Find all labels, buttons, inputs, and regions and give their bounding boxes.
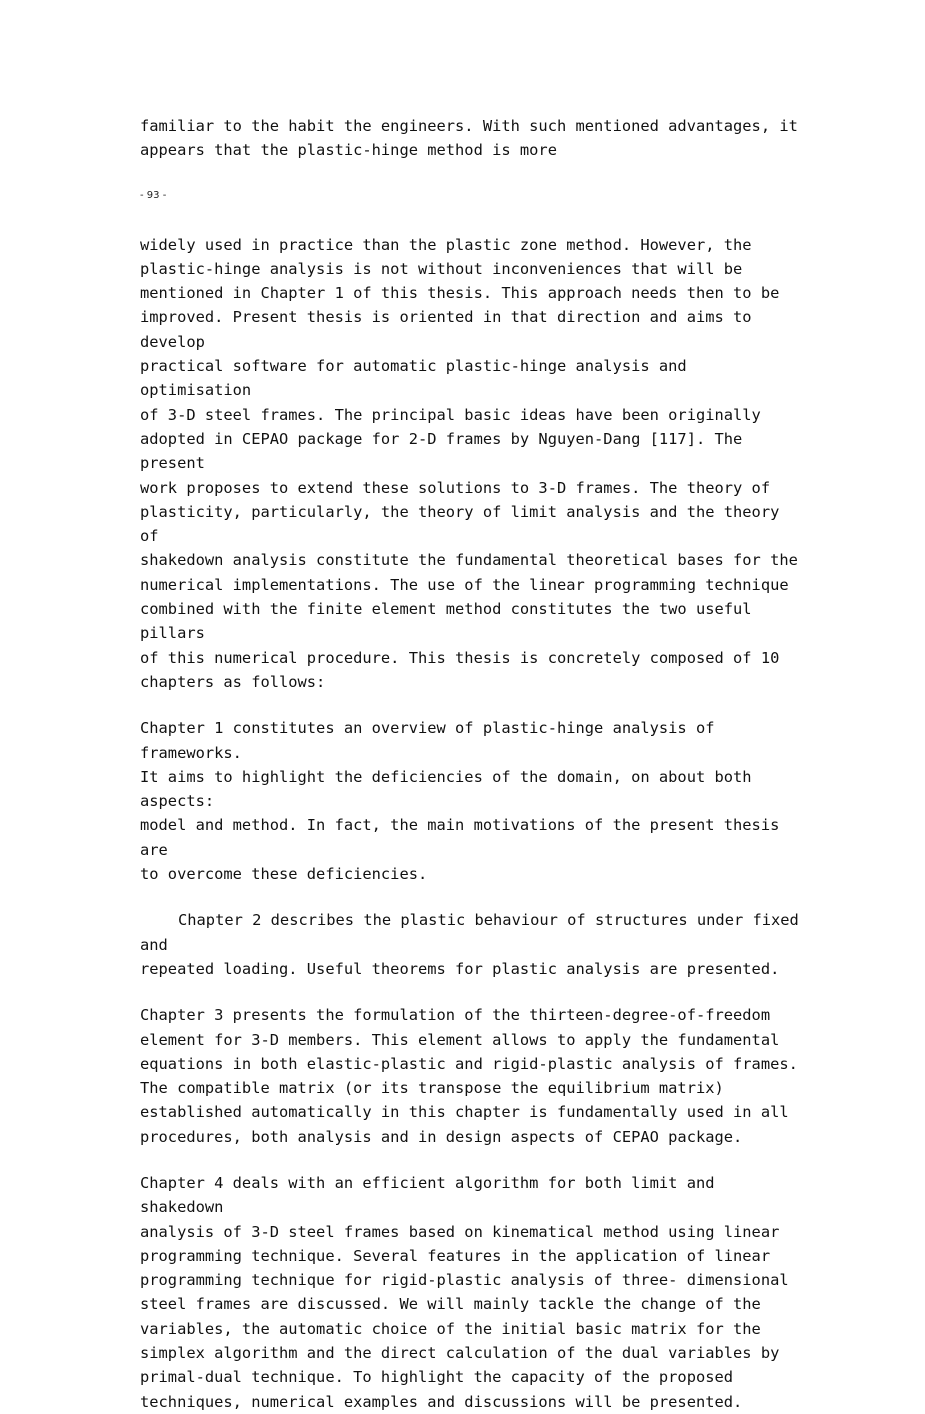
paragraph-gap	[140, 1149, 800, 1171]
paragraph-gap	[140, 886, 800, 908]
paragraph-gap	[140, 981, 800, 1003]
document-page	[140, 114, 800, 1414]
paragraph-chapter-4: Chapter 4 deals with an efficient algorithm for both limit and shakedown analysis of 3-D steel frames based on kinematical method using linear programming technique. Several features in the application of linear programming technique for rigid-plastic analysis of three- dimensional steel frames are discussed. We will mainly tackle the change of the variables, the automatic choice of the initial basic matrix for the simplex algorithm and the direct calculation of the dual variables by primal-dual technique. To highlight the capacity of the proposed techniques, numerical examples and discussions will be presented.	[140, 1173, 789, 1411]
page-number: - 93 -	[140, 189, 167, 201]
paragraph-thesis-overview: widely used in practice than the plastic zone method. However, the plastic-hinge analysis is not without inconveniences that will be mentioned in Chapter 1 of this thesis. This approach needs then to be improved. Present thesis is oriented in that direction and aims to develop practical software for automatic plastic-hinge analysis and optimisation of 3-D steel frames. The principal basic ideas have been originally adopted in CEPAO package for 2-D frames by Nguyen-Dang [117]. The present work proposes to extend these solutions to 3-D frames. The theory of plasticity, particularly, the theory of limit analysis and the theory of shakedown analysis constitute the fundamental theoretical bases for the numerical implementations. The use of the linear programming technique combined with the finite element method constitutes the two useful pillars of this numerical procedure. This thesis is concretely composed of 10 chapters as follows:	[140, 235, 798, 691]
paragraph-chapter-2: Chapter 2 describes the plastic behaviour of structures under fixed and repeated loading. Useful theorems for plastic analysis are presented.	[140, 911, 799, 978]
paragraph-chapter-3: Chapter 3 presents the formulation of the thirteen-degree-of-freedom element for 3-D members. This element allows to apply the fundamental equations in both elastic-plastic and rigid-plastic analysis of frames. The compatible matrix (or its transpose the equilibrium matrix) established automatically in this chapter is fundamentally used in all procedures, both analysis and in design aspects of CEPAO package.	[140, 1006, 798, 1146]
intro-paragraph: familiar to the habit the engineers. With such mentioned advantages, it appears that the plastic-hinge method is more	[140, 117, 798, 160]
paragraph-gap	[140, 694, 800, 716]
paragraph-chapter-1: Chapter 1 constitutes an overview of plastic-hinge analysis of frameworks. It aims to highlight the deficiencies of the domain, on about both aspects: model and method. In fact, the main motivations of the present thesis are to overcome these deficiencies.	[140, 719, 780, 884]
